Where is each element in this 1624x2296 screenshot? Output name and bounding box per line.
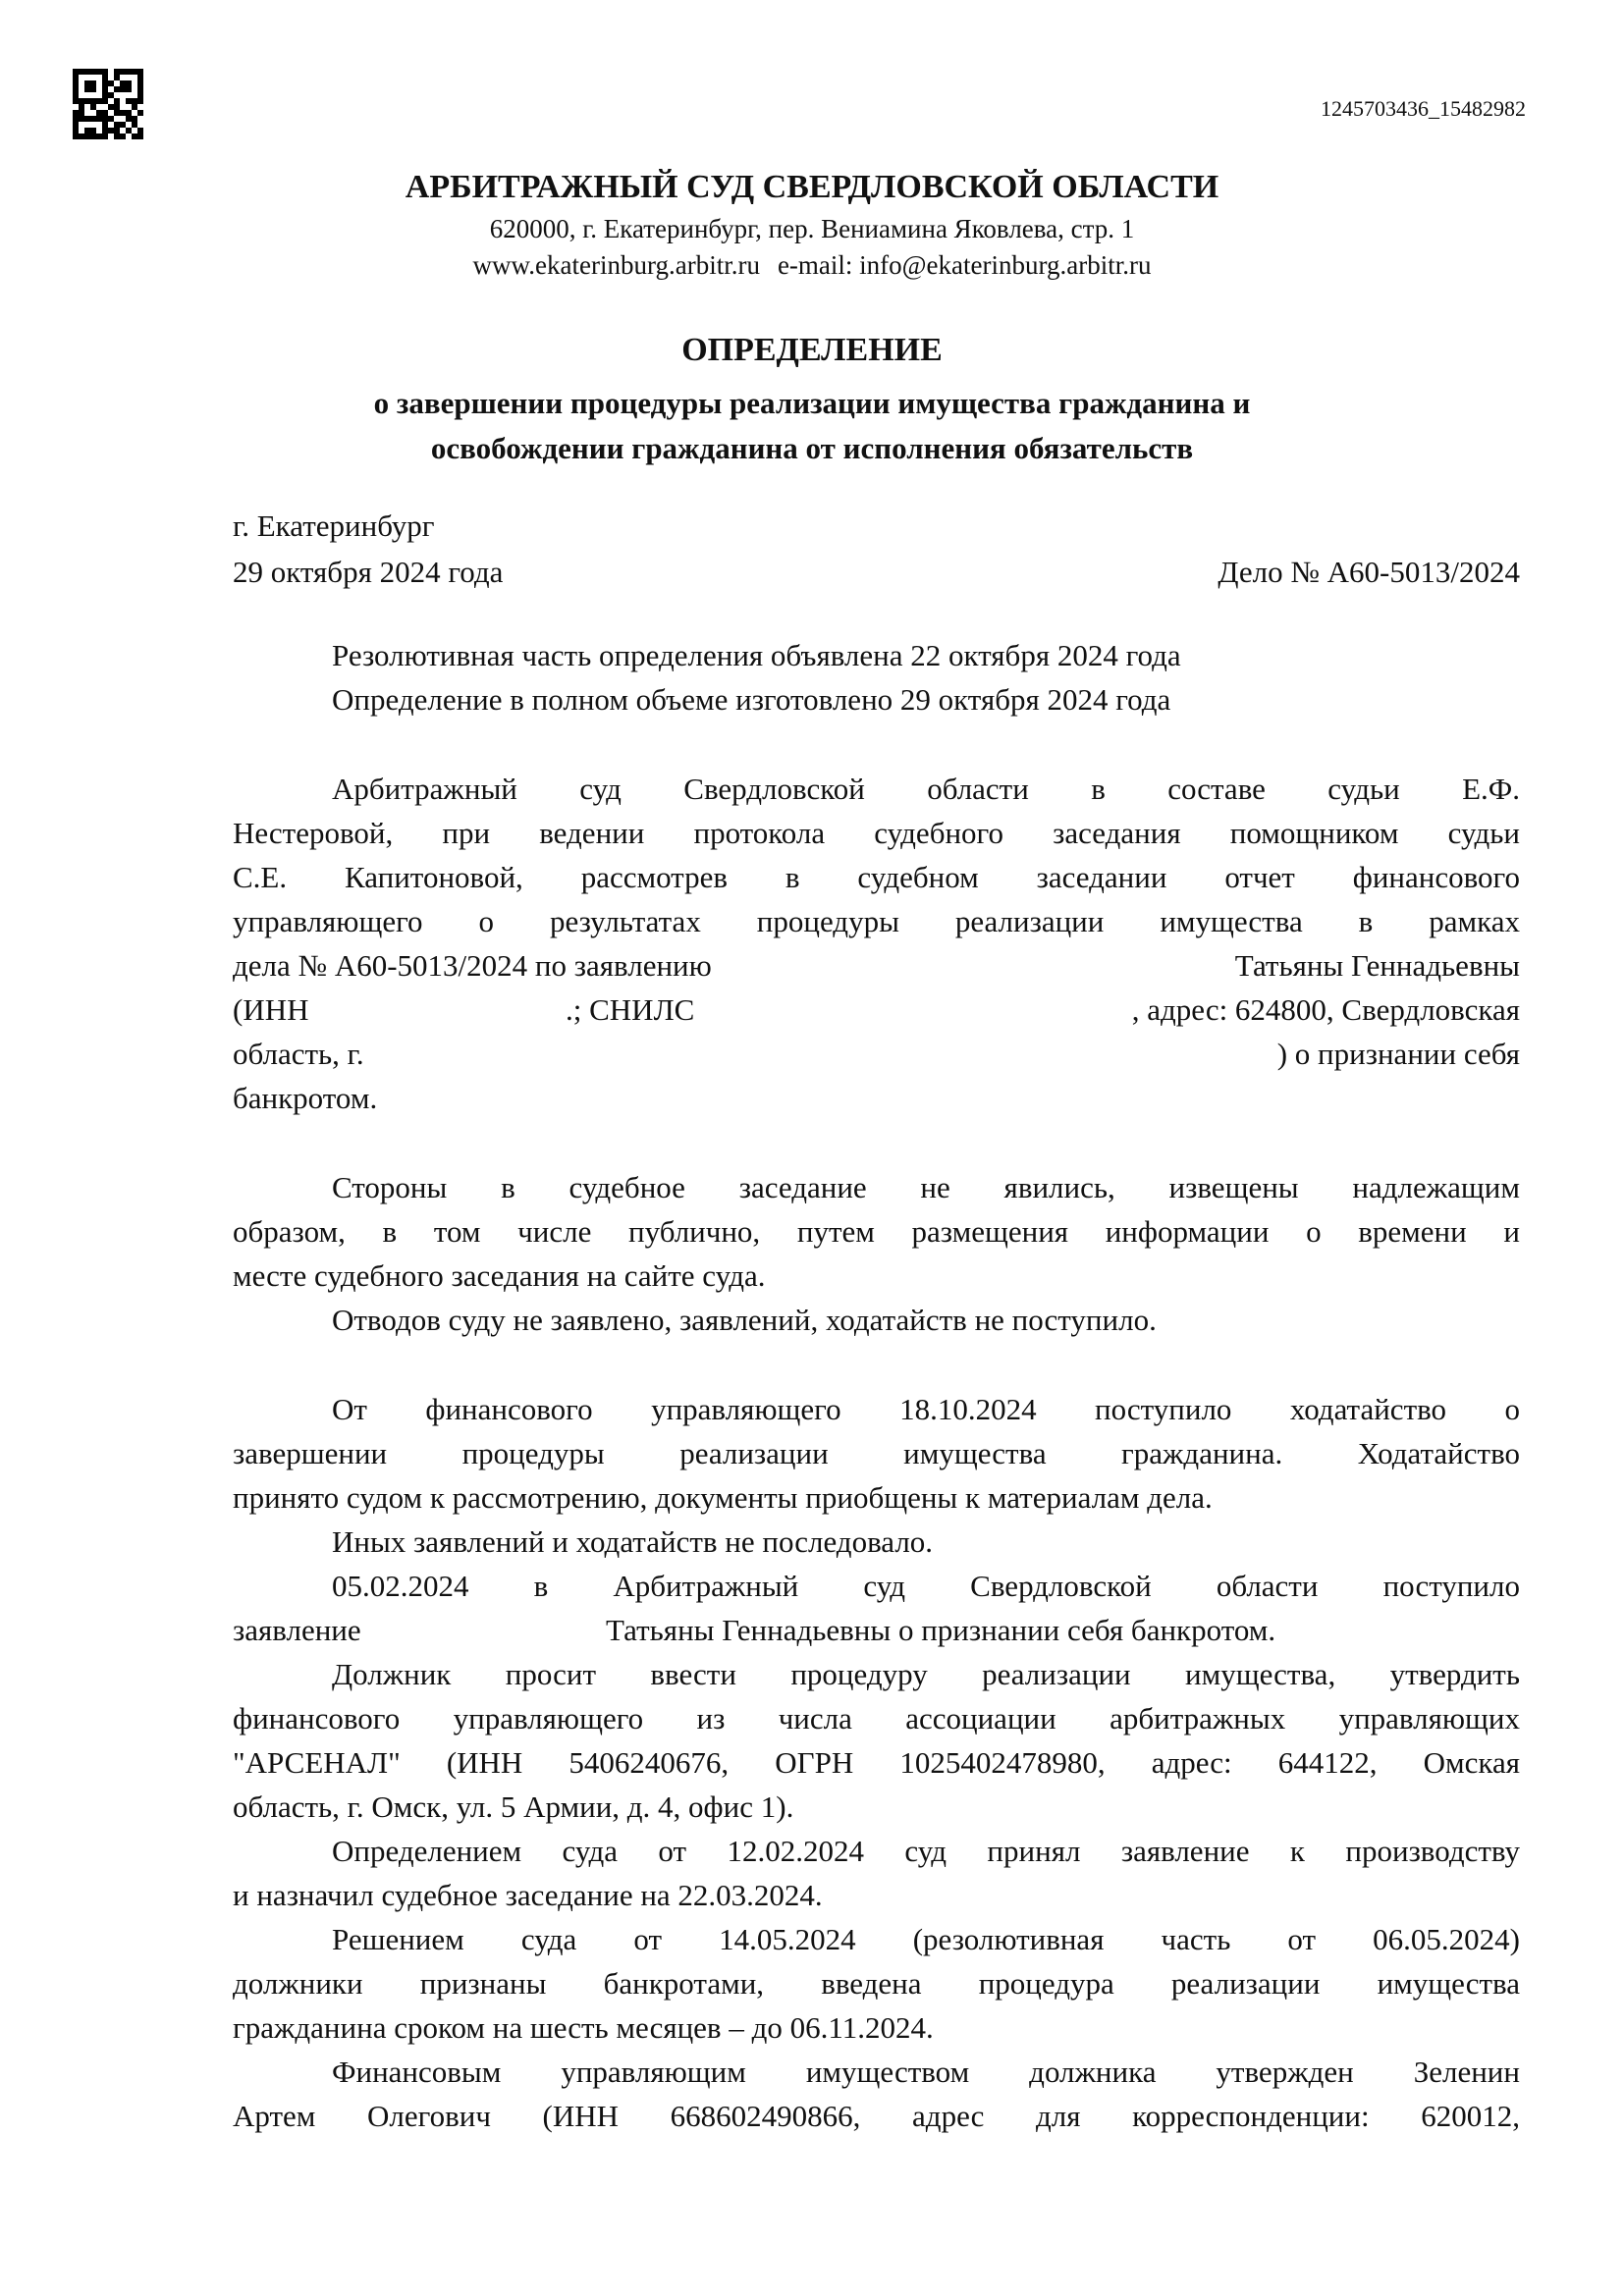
body-text: область, г. — [233, 1037, 364, 1071]
body-line: месте судебного заседания на сайте суда. — [233, 1258, 766, 1293]
body-line: 05.02.2024 в Арбитражный суд Свердловской области поступило — [332, 1569, 1520, 1603]
court-email: e-mail: info@ekaterinburg.arbitr.ru — [777, 250, 1152, 280]
body-text: Татьяны Геннадьевны — [1234, 948, 1520, 983]
body-text: , адрес: 624800, Свердловская — [1131, 992, 1520, 1027]
body-line: Решением суда от 14.05.2024 (резолютивная часть от 06.05.2024) — [332, 1922, 1520, 1956]
court-name: АРБИТРАЖНЫЙ СУД СВЕРДЛОВСКОЙ ОБЛАСТИ — [405, 169, 1219, 205]
body-line: и назначил судебное заседание на 22.03.2024. — [233, 1878, 823, 1912]
body-text: .; СНИЛС — [566, 992, 695, 1027]
document-date: 29 октября 2024 года — [233, 555, 504, 589]
body-line: Должник просит ввести процедуру реализации имущества, утвердить — [332, 1657, 1520, 1691]
body-line: Артем Олегович (ИНН 668602490866, адрес для корреспонденции: 620012, — [233, 2099, 1520, 2133]
court-contacts — [0, 250, 1624, 281]
body-line: управляющего о результатах процедуры реализации имущества в рамках — [233, 904, 1520, 938]
body-text: заявление — [233, 1613, 361, 1647]
body-line: должники признаны банкротами, введена процедура реализации имущества — [233, 1966, 1520, 2001]
body-text: Татьяны Геннадьевны о признании себя банкротом. — [606, 1613, 1276, 1647]
body-text: дела № А60-5013/2024 по заявлению — [233, 948, 712, 983]
body-line: От финансового управляющего 18.10.2024 поступило ходатайство о — [332, 1392, 1520, 1426]
body-line: Нестеровой, при ведении протокола судебного заседания помощником судьи — [233, 816, 1520, 850]
body-line: банкротом. — [233, 1081, 378, 1115]
body-text: ) о признании себя — [1276, 1037, 1520, 1071]
document-subtitle-line-2: освобождении гражданина от исполнения обязательств — [430, 431, 1194, 465]
body-line — [233, 1611, 1520, 1650]
body-line: гражданина сроком на шесть месяцев – до 06.11.2024. — [233, 2010, 934, 2045]
intro-line: Определение в полном объеме изготовлено 29 октября 2024 года — [332, 682, 1171, 717]
body-text: (ИНН — [233, 992, 309, 1027]
body-line: Финансовым управляющим имуществом должника утвержден Зеленин — [332, 2055, 1520, 2089]
body-line — [233, 946, 1520, 986]
body-line: С.Е. Капитоновой, рассмотрев в судебном заседании отчет финансового — [233, 860, 1520, 894]
intro-line: Резолютивная часть определения объявлена 22 октября 2024 года — [332, 638, 1181, 672]
body-line: Иных заявлений и ходатайств не последовало. — [332, 1524, 934, 1559]
body-line: Определением суда от 12.02.2024 суд принял заявление к производству — [332, 1834, 1520, 1868]
qr-code — [73, 69, 143, 139]
document-id: 1245703436_15482982 — [1321, 96, 1526, 121]
body-line: Арбитражный суд Свердловской области в составе судьи Е.Ф. — [332, 772, 1520, 806]
document-subtitle-line-1: о завершении процедуры реализации имущества гражданина и — [373, 386, 1251, 420]
body-line: "АРСЕНАЛ" (ИНН 5406240676, ОГРН 1025402478980, адрес: 644122, Омская — [233, 1745, 1520, 1780]
court-website: www.ekaterinburg.arbitr.ru — [472, 250, 760, 280]
document-subtitle — [0, 381, 1624, 471]
case-number: Дело № А60-5013/2024 — [1218, 555, 1520, 589]
document-city: г. Екатеринбург — [233, 508, 435, 543]
body-line: область, г. Омск, ул. 5 Армии, д. 4, офис 1). — [233, 1789, 794, 1824]
court-address: 620000, г. Екатеринбург, пер. Вениамина Яковлева, стр. 1 — [489, 214, 1135, 243]
body-line: Отводов суду не заявлено, заявлений, ходатайств не поступило. — [332, 1303, 1157, 1337]
body-line — [233, 990, 1520, 1030]
body-line: финансового управляющего из числа ассоциации арбитражных управляющих — [233, 1701, 1520, 1735]
body-line — [233, 1035, 1520, 1074]
body-line: образом, в том числе публично, путем размещения информации о времени и — [233, 1214, 1520, 1249]
body-line: принято судом к рассмотрению, документы приобщены к материалам дела. — [233, 1480, 1213, 1515]
body-line: Стороны в судебное заседание не явились, извещены надлежащим — [332, 1170, 1520, 1204]
document-type: ОПРЕДЕЛЕНИЕ — [681, 332, 943, 368]
body-line: завершении процедуры реализации имущества гражданина. Ходатайство — [233, 1436, 1520, 1470]
